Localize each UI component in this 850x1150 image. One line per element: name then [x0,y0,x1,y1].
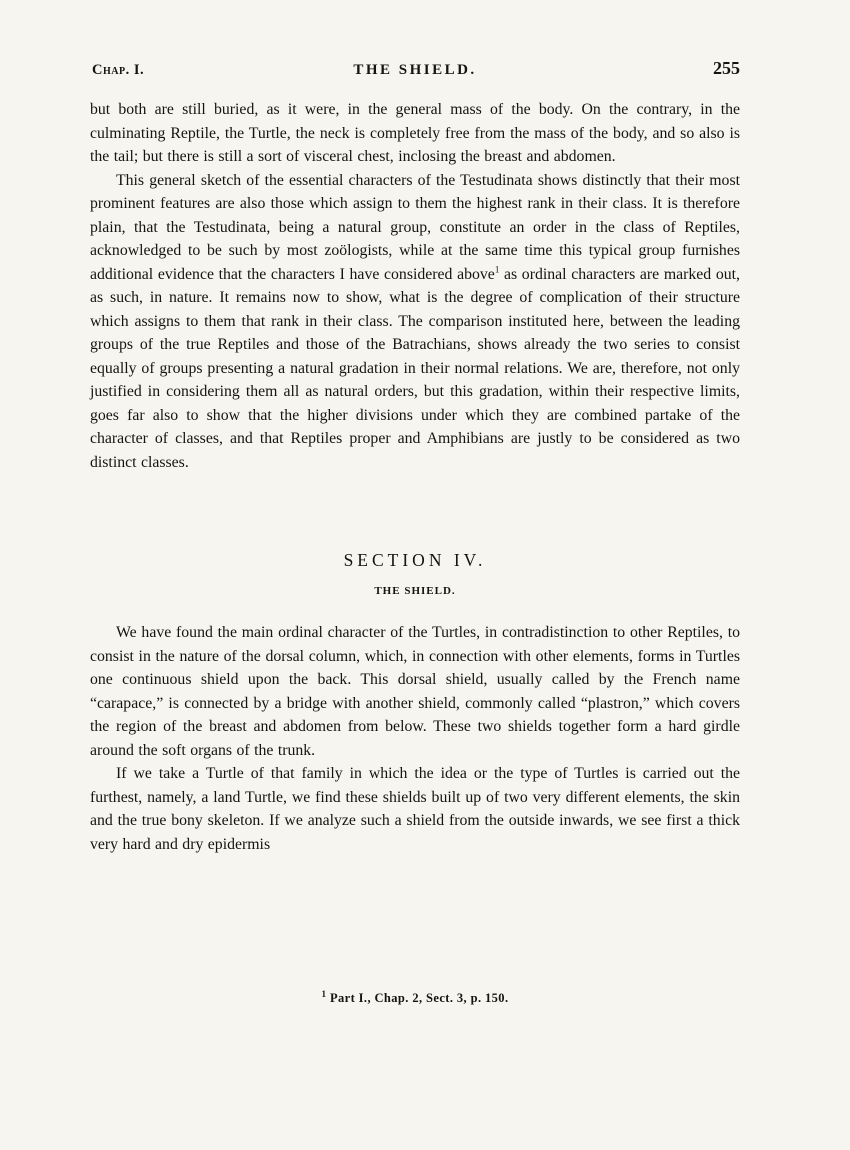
footnote-reference[interactable]: 1 [494,264,500,275]
paragraph-testudinata-sketch [90,169,740,475]
section-heading: SECTION IV. [343,550,487,570]
running-head [90,58,740,84]
page-number: 255 [713,58,740,78]
section-subtitle: THE SHIELD. [374,585,456,597]
book-page [90,58,740,1005]
running-title: THE SHIELD. [353,62,477,78]
footnote [90,988,740,1006]
section-paragraph: If we take a Turtle of that family in which the idea or the type of Turtles is carried out the furthest, namely, a land Turtle, we find these shields built up of two very different elements, the skin and the true bony skeleton. If we analyze such a shield from the outside inwards, we see first a thick very hard and dry epidermis [90,765,740,853]
paragraph-text-after-note: as ordinal characters are marked out, as such, in nature. It remains now to show, what is the degree of complication of their structure which assigns to them that rank in their class. The comparison instituted here, between the leading groups of the true Reptiles and those of the Batrachians, shows already the two series to consist equally of groups presenting a natural gradation in their normal relations. We are, therefore, not only justified in considering them all as natural orders, but this gradation, within their respective limits, goes far also to show that the higher divisions under which they are combined partake of the character of classes, and that Reptiles proper and Amphibians are justly to be considered as two distinct classes. [90,265,740,471]
footnote-text: Part I., Chap. 2, Sect. 3, p. 150. [326,991,509,1005]
footnote-mark: 1 [321,988,327,999]
paragraph-continuation: but both are still buried, as it were, in the general mass of the body. On the contrary, in the culminating Reptile, the Turtle, the neck is completely free from the mass of the body, and so also is the tail; but there is still a sort of visceral chest, inclosing the breast and abdomen. [90,101,740,165]
chapter-label: Chap. I. [92,62,145,78]
paragraph-text-before-note: This general sketch of the essential characters of the Testudinata shows distinctly that their most prominent features are also those which assign to them the highest rank in their class. It is therefore plain, that the Testudinata, being a natural group, constitute an order in the class of Reptiles, acknowledged to be such by most zoölogists, while at the same time this typical group furnishes additional evidence that the characters I have considered above [90,171,740,283]
section-paragraph: We have found the main ordinal character of the Turtles, in contradistinction to other Reptiles, to consist in the nature of the dorsal column, which, in connection with other elements, forms in Turtles one continuous shield upon the back. This dorsal shield, usually called by the French name “carapace,” is connected by a bridge with another shield, commonly called “plastron,” which covers the region of the breast and abdomen from below. These two shields together form a hard girdle around the soft organs of the trunk. [90,624,740,759]
